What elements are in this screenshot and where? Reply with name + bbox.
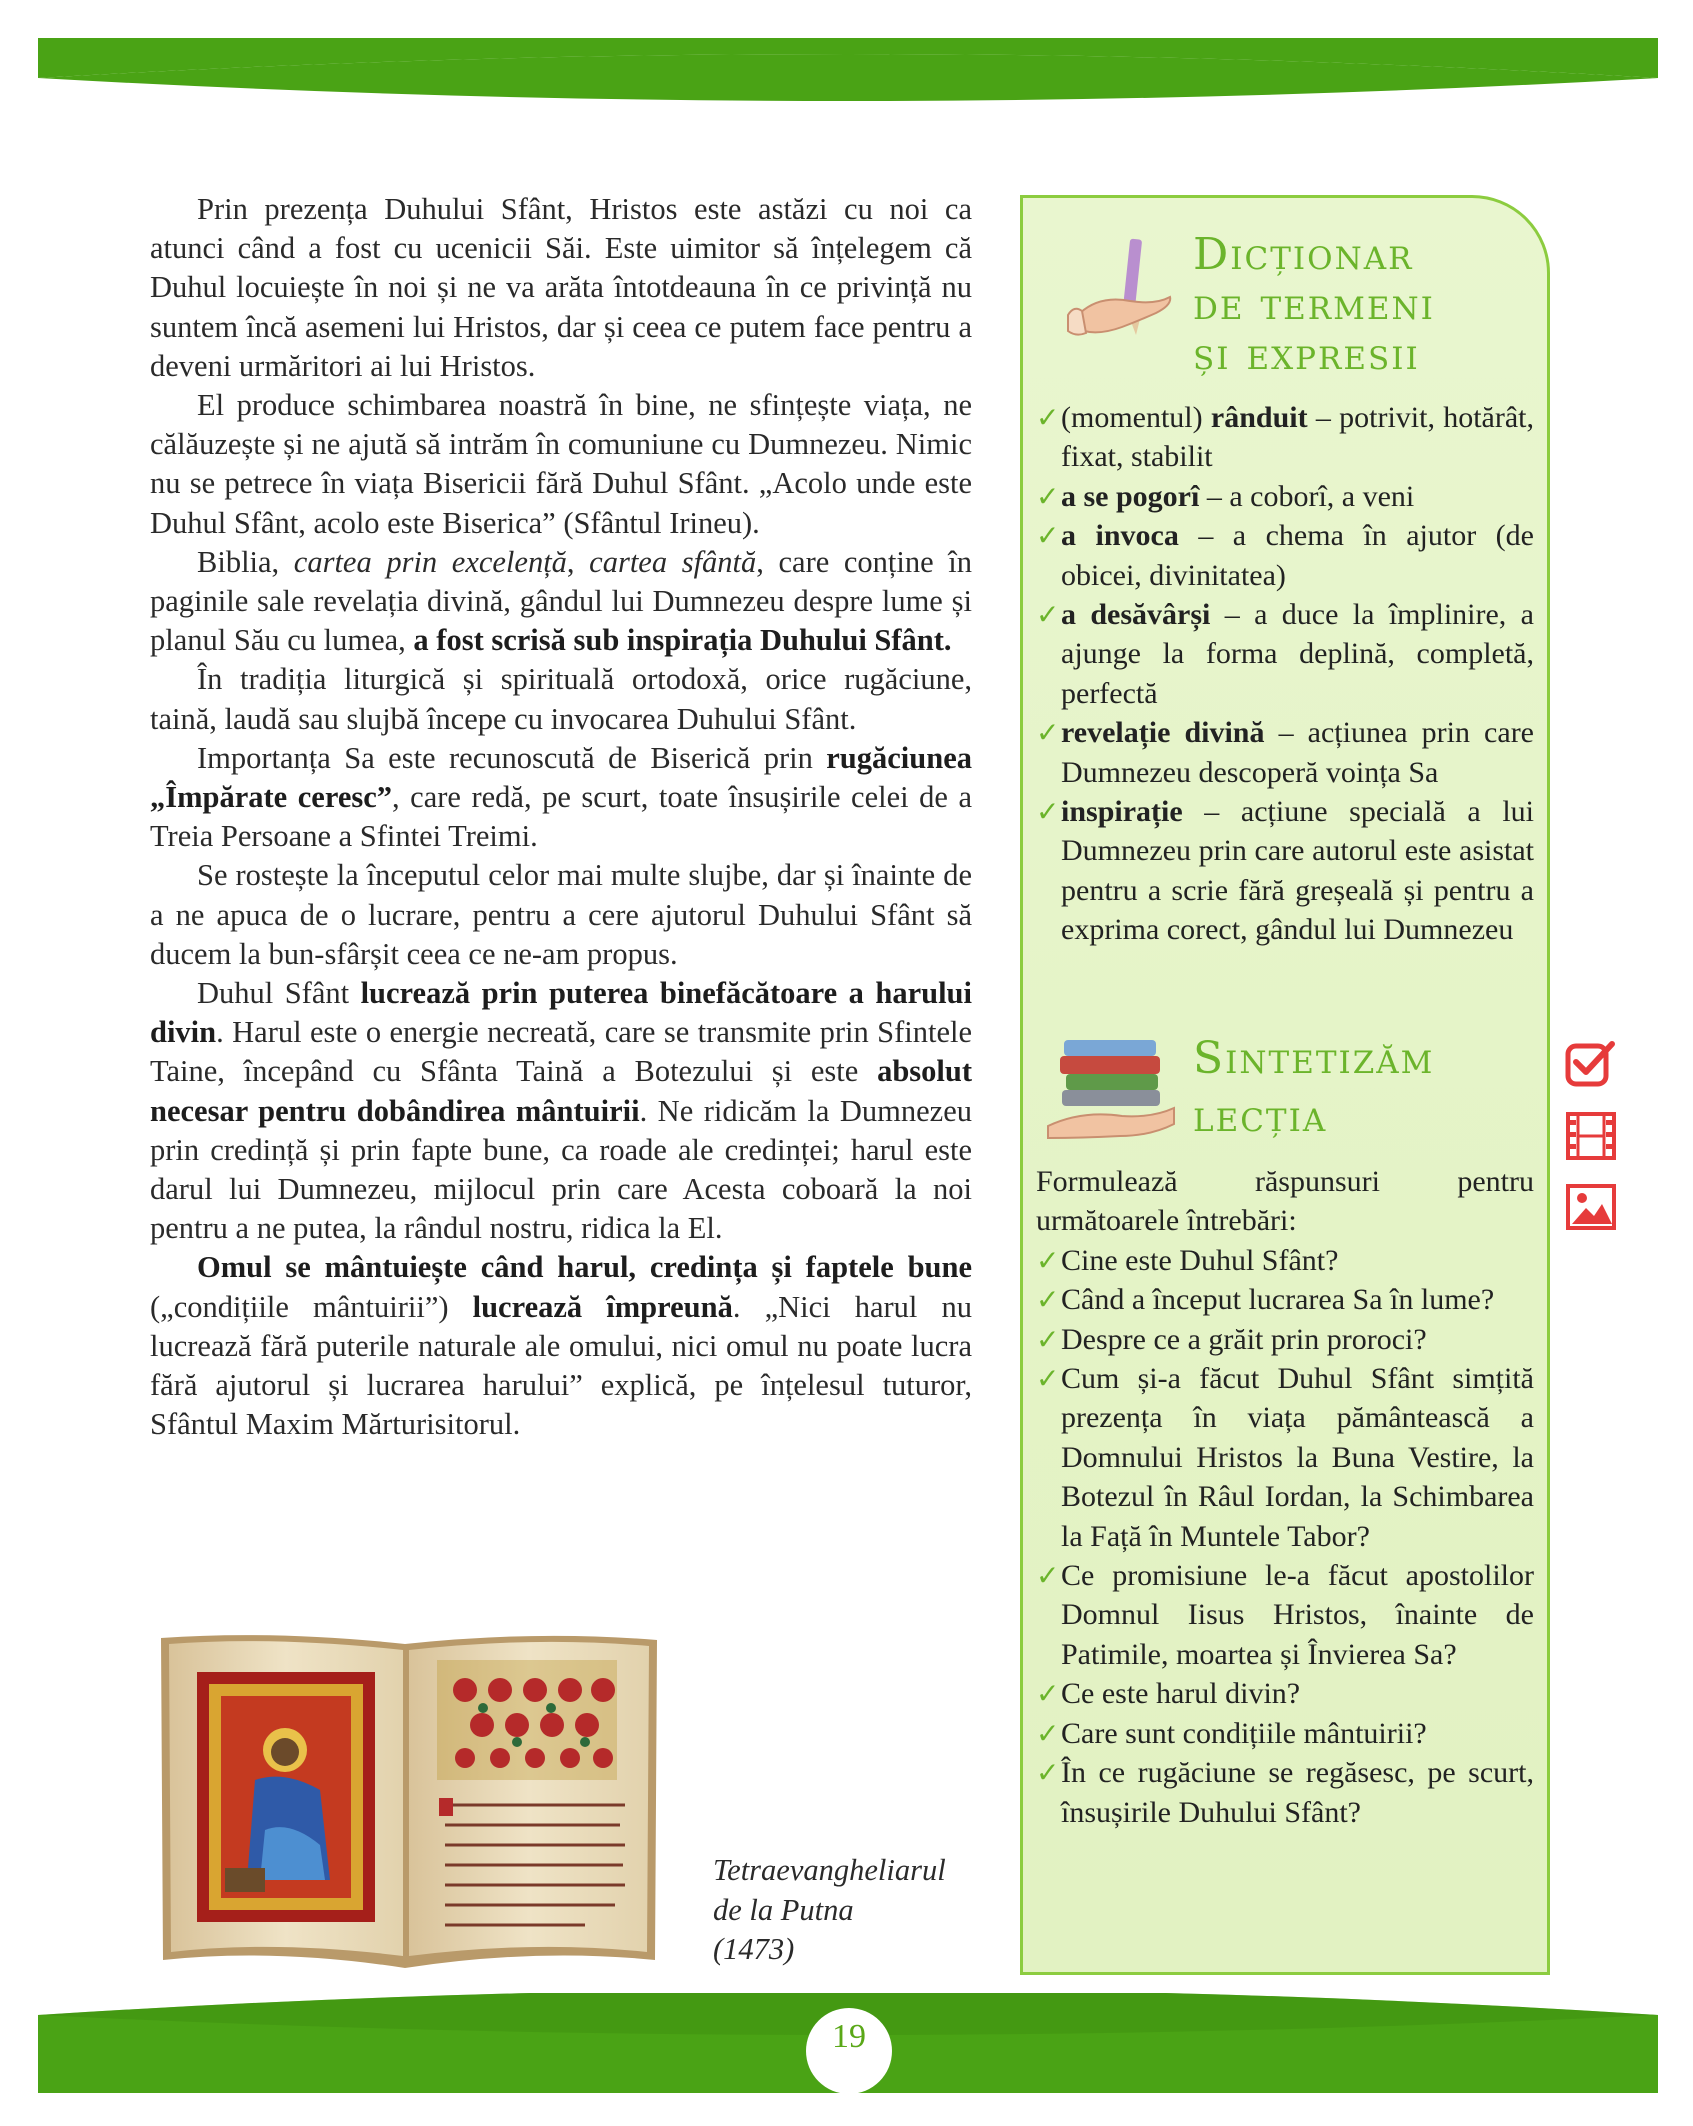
term-definition: – acțiune specială a lui Dumnezeu prin care autorul este asistat pentru a scrie fără greșeală și pentru a exprima corect, gândul lui Dumnezeu xyxy=(1061,795,1534,947)
paragraph xyxy=(150,660,972,738)
checkmark-icon: ✓ xyxy=(1036,519,1060,553)
checkmark-icon: ✓ xyxy=(1036,1322,1060,1356)
term-definition: – acțiunea prin care Dumnezeu descoperă voința Sa xyxy=(1061,716,1534,789)
question-text: Ce este harul divin? xyxy=(1061,1677,1301,1711)
text-run: Biblia, xyxy=(197,544,294,579)
text-run: El produce schimbarea noastră în bine, ne sfințește viața, ne călăuzește și ne ajută să intrăm în comuniune cu Dumnezeu. Nimic nu se petrece în viața Bisericii fără Duhul Sfânt. „Acolo unde este Duhul Sfânt, acolo este Biserica” (Sfântul Irineu). xyxy=(150,388,972,540)
manuscript-image xyxy=(155,1630,663,1970)
caption-line-2: de la Putna xyxy=(713,1892,854,1927)
summary-question xyxy=(1036,1359,1534,1556)
checkmark-icon: ✓ xyxy=(1036,598,1060,632)
checkmark-icon: ✓ xyxy=(1036,1559,1060,1593)
text-run: , xyxy=(566,544,590,579)
summary-question xyxy=(1036,1320,1534,1359)
text-run: („condițiile mântuirii”) xyxy=(150,1289,473,1324)
question-text: Cine este Duhul Sfânt? xyxy=(1061,1243,1339,1277)
dictionary-term xyxy=(1036,398,1534,477)
page-number: 19 xyxy=(832,2018,866,2055)
bold-text: a fost scrisă sub inspirația Duhului Sfânt. xyxy=(413,623,952,658)
term-word: a desăvârși xyxy=(1061,598,1211,632)
checkmark-icon: ✓ xyxy=(1036,1716,1060,1750)
checkmark-icon: ✓ xyxy=(1036,1243,1060,1277)
books-hand-icon xyxy=(1042,1030,1180,1142)
term-definition: – a chema în ajutor (de obicei, divinitatea) xyxy=(1061,519,1534,592)
summary-intro: Formulează răspunsuri pentru următoarele întrebări: xyxy=(1036,1165,1534,1238)
checkmark-icon: ✓ xyxy=(1036,716,1060,750)
term-definition: – potrivit, hotărât, fixat, stabilit xyxy=(1061,401,1535,474)
summary-question xyxy=(1036,1753,1534,1832)
question-text: Cum și-a făcut Duhul Sfânt simțită prezența în viața pământească a Domnului Hristos la Buna Vestire, la Botezul în Râul Iordan, la Schimbarea la Față în Muntele Tabor? xyxy=(1061,1362,1534,1553)
checkmark-icon: ✓ xyxy=(1036,1283,1060,1317)
dictionary-term xyxy=(1036,713,1534,792)
paragraph xyxy=(150,739,972,857)
film-icon[interactable] xyxy=(1564,1110,1618,1160)
bold-text: lucrează împreună xyxy=(472,1289,733,1324)
paragraph xyxy=(150,974,972,1248)
page-number-badge xyxy=(806,2008,892,2094)
dictionary-title: Dicționar de termeni și expresii xyxy=(1193,229,1435,380)
summary-question xyxy=(1036,1674,1534,1713)
paragraph xyxy=(150,543,972,661)
bold-text: rugăciunea „Împărate ceresc” xyxy=(150,740,972,815)
term-word: a invoca xyxy=(1061,519,1179,553)
text-run: Duhul Sfânt xyxy=(197,976,361,1011)
question-text: Ce promisiune le-a făcut apostolilor Domnul Iisus Hristos, înainte de Patimile, moartea și Învierea Sa? xyxy=(1061,1559,1534,1671)
term-word: rânduit xyxy=(1210,401,1308,434)
summary-title: Sintetizăm lecția xyxy=(1193,1033,1435,1142)
checkmark-icon: ✓ xyxy=(1036,401,1060,434)
checkmark-icon: ✓ xyxy=(1036,1677,1060,1711)
question-text: Despre ce a grăit prin proroci? xyxy=(1061,1322,1427,1356)
checkmark-icon: ✓ xyxy=(1036,1362,1060,1396)
summary-question xyxy=(1036,1556,1534,1674)
paragraph xyxy=(150,856,972,974)
checkmark-icon: ✓ xyxy=(1036,1756,1060,1790)
checkmark-icon: ✓ xyxy=(1036,479,1060,513)
dictionary-term xyxy=(1036,595,1534,713)
dictionary-term xyxy=(1036,792,1534,950)
dictionary-list xyxy=(1036,398,1534,950)
paragraph xyxy=(150,190,972,386)
bold-text: absolut necesar pentru dobândirea mântuirii xyxy=(150,1054,972,1128)
term-word: inspirație xyxy=(1061,795,1183,829)
term-word: revelație divină xyxy=(1061,716,1265,750)
bold-text: Omul se mântuiește când harul, credința și faptele bune xyxy=(197,1250,972,1285)
dictionary-term xyxy=(1036,516,1534,595)
term-prefix: (momentul) xyxy=(1061,401,1211,434)
figure-caption xyxy=(713,1851,973,1970)
text-run: , care conține în paginile sale revelația divină, gândul lui Dumnezeu despre lume și planul Său cu lumea, xyxy=(150,544,973,658)
term-word: a se pogorî xyxy=(1061,479,1200,513)
paragraph xyxy=(150,1248,972,1444)
summary-block xyxy=(1036,1162,1534,1832)
dictionary-term xyxy=(1036,477,1534,516)
term-definition: – a duce la împlinire, a ajunge la forma deplină, completă, perfectă xyxy=(1061,598,1534,710)
question-text: Care sunt condițiile mântuirii? xyxy=(1061,1716,1427,1750)
text-run: În tradiția liturgică și spirituală ortodoxă, orice rugăciune, taină, laudă sau slujbă începe cu invocarea Duhului Sfânt. xyxy=(150,662,972,736)
text-run: Prin prezența Duhului Sfânt, Hristos este astăzi cu noi ca atunci când a fost cu ucenicii Săi. Este uimitor să înțelegem că Duhul locuiește în noi și ne va arăta întotdeauna în ce privință nu suntem încă asemeni lui Hristos, dar și ceea ce putem face pentru a deveni urmăritori ai lui Hristos. xyxy=(150,192,972,383)
text-run: . Ne ridicăm la Dumnezeu prin credință și prin fapte bune, ca roade ale credinței; harul este darul lui Dumnezeu, mijlocul prin care Acesta coboară la noi pentru a ne putea, la rândul nostru, ridica la El. xyxy=(150,1093,972,1246)
checkbox-icon[interactable] xyxy=(1564,1038,1618,1088)
text-run: Importanța Sa este recunoscută de Biserică prin xyxy=(197,740,827,775)
summary-question xyxy=(1036,1241,1534,1280)
italic-text: cartea sfântă xyxy=(589,544,757,579)
top-decorative-bar xyxy=(38,38,1658,124)
question-text: Când a început lucrarea Sa în lume? xyxy=(1061,1283,1495,1317)
term-definition: – a coborî, a veni xyxy=(1199,479,1415,513)
italic-text: cartea prin excelență xyxy=(293,544,567,579)
text-run: , care redă, pe scurt, toate însușirile celei de a Treia Persoane a Sfintei Treimi. xyxy=(150,780,972,854)
bold-text: lucrează prin puterea binefăcătoare a harului divin xyxy=(150,976,972,1050)
text-run: Se rostește la începutul celor mai multe slujbe, dar și înainte de a ne apuca de o lucrare, pentru a cere ajutorul Duhului Sfânt să ducem la bun-sfârșit ceea ce ne-am propus. xyxy=(150,858,972,971)
summary-question xyxy=(1036,1280,1534,1319)
checkmark-icon: ✓ xyxy=(1036,795,1060,829)
image-icon[interactable] xyxy=(1564,1182,1618,1232)
pen-hand-icon xyxy=(1060,235,1180,355)
question-text: În ce rugăciune se regăsesc, pe scurt, însușirile Duhului Sfânt? xyxy=(1061,1756,1534,1829)
text-run: . Harul este o energie necreată, care se transmite prin Sfintele Taine, începând cu Sfânta Taină a Botezului și este xyxy=(150,1015,972,1089)
main-text-column xyxy=(150,190,972,1445)
text-run: . „Nici harul nu lucrează fără puterile naturale ale omului, nici omul nu poate lucra fără ajutorul și lucrarea harului” explică, pe înțelesul tuturor, Sfântul Maxim Mărturisitorul. xyxy=(150,1289,973,1442)
summary-question xyxy=(1036,1714,1534,1753)
paragraph xyxy=(150,386,972,543)
caption-line-1: Tetraevangheliarul xyxy=(713,1853,946,1887)
caption-line-3: (1473) xyxy=(713,1932,795,1966)
